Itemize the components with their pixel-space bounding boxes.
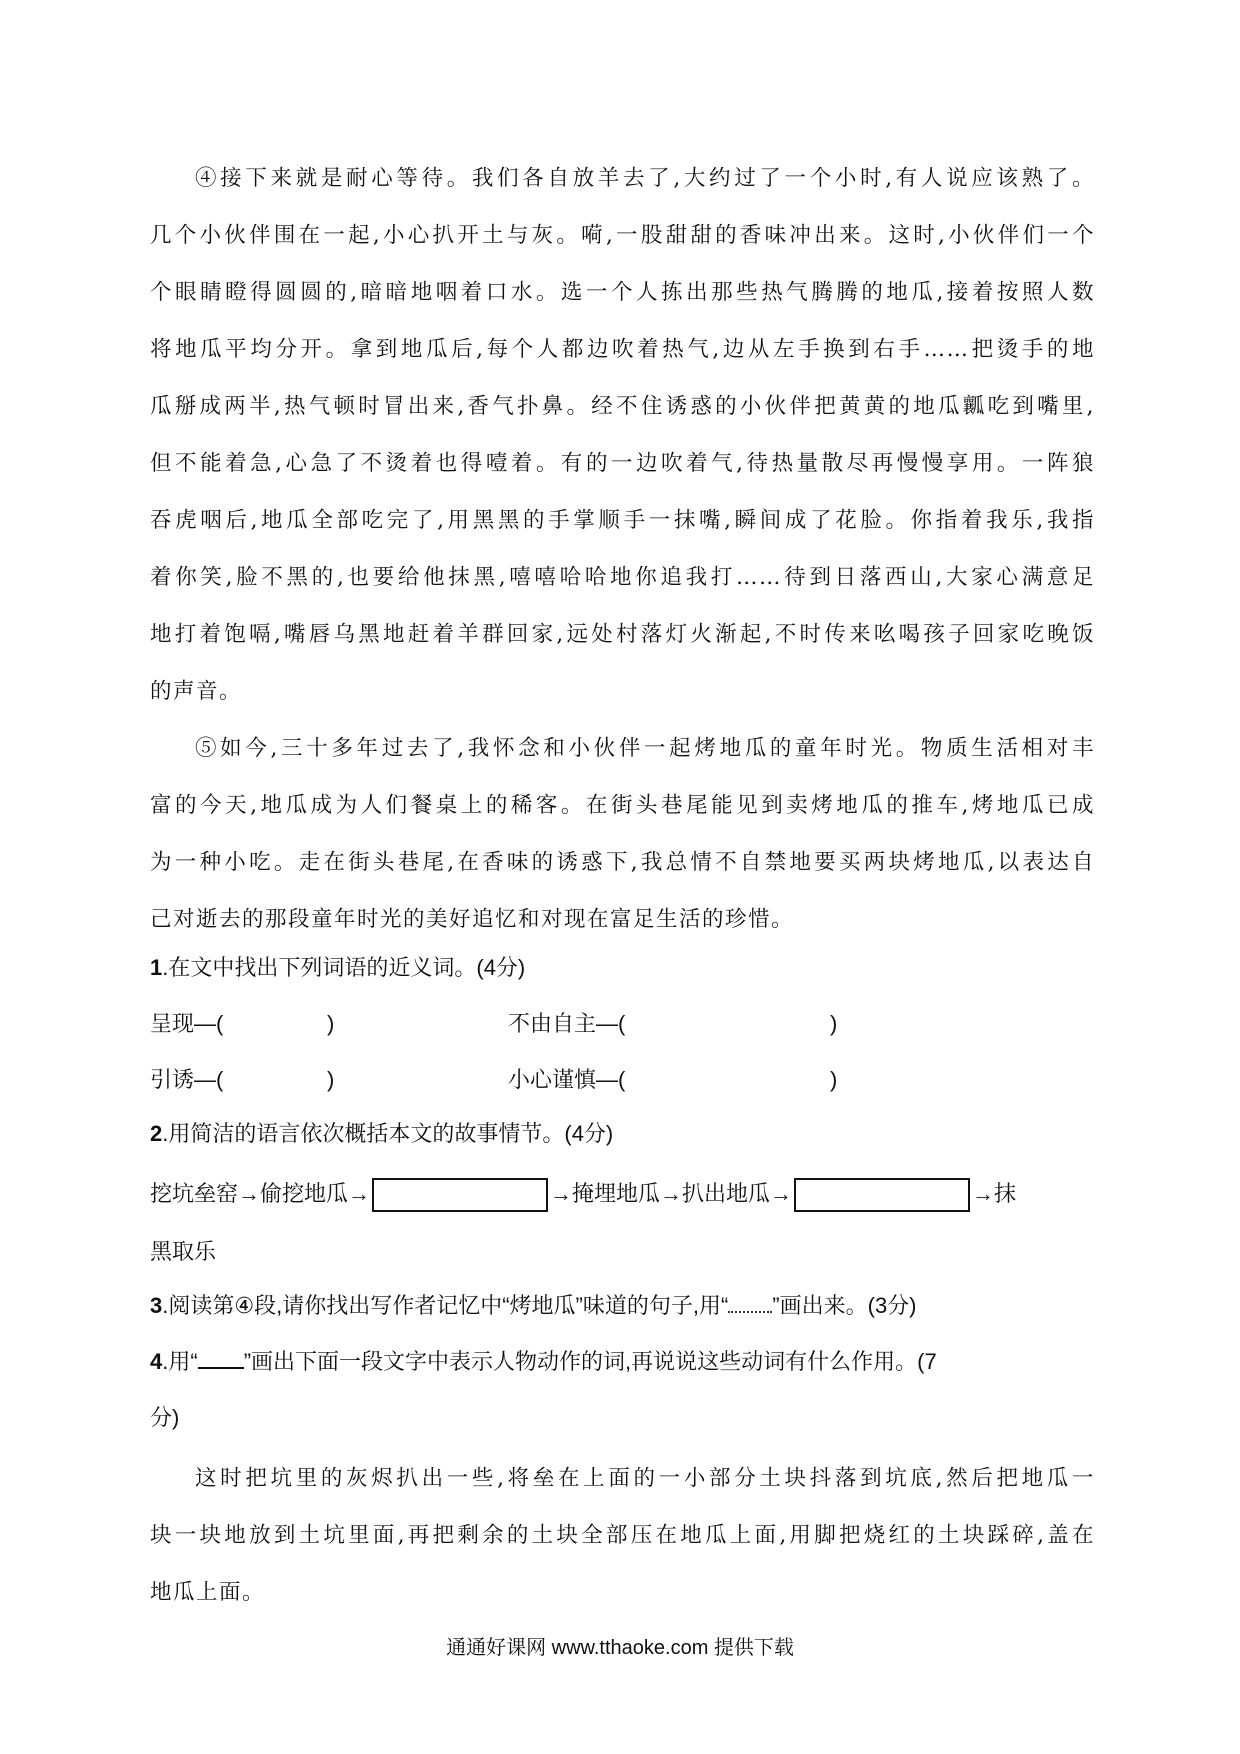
paragraph-line: 地打着饱嗝,嘴唇乌黑地赶着羊群回家,远处村落灯火渐起,不时传来吆喝孩子回家吃晚饭 <box>150 622 1095 647</box>
paragraph-line: 己对逝去的那段童年时光的美好追忆和对现在富足生活的珍惜。 <box>150 907 795 932</box>
paragraph-5 <box>150 720 1095 948</box>
answer-blank[interactable]: ) <box>830 1067 838 1092</box>
synonym-item-1: 呈现—( <box>150 1011 224 1036</box>
question-2 <box>150 1114 1095 1154</box>
answer-blank[interactable]: ) <box>327 1011 335 1036</box>
straight-underline-icon <box>198 1347 244 1369</box>
question-number: 4 <box>150 1349 163 1374</box>
question-4: 4.用“ ”画出下面一段文字中表示人物动作的词,再说说这些动词有什么作用。(7 <box>150 1349 937 1374</box>
plot-flow: 挖坑垒窑→偷挖地瓜→ →掩埋地瓜→扒出地瓜→ →抹 <box>150 1174 1095 1214</box>
synonym-item-4: 小心谨慎—( <box>508 1067 626 1092</box>
paragraph-line: ④接下来就是耐心等待。我们各自放羊去了,大约过了一个小时,有人说应该熟了。 <box>195 166 1095 191</box>
answer-box-2[interactable] <box>794 1178 970 1212</box>
question-text: .用简洁的语言依次概括本文的故事情节。(4分) <box>162 1121 614 1146</box>
paragraph-line: 吞虎咽后,地瓜全部吃完了,用黑黑的手掌顺手一抹嘴,瞬间成了花脸。你指着我乐,我指 <box>150 508 1095 533</box>
paragraph-line: 块一块地放到土坑里面,再把剩余的土块全部压在地瓜上面,用脚把烧红的土块踩碎,盖在 <box>150 1523 1095 1548</box>
plot-flow-continued: 黑取乐 <box>150 1239 217 1264</box>
paragraph-line: 几个小伙伴围在一起,小心扒开土与灰。嗬,一股甜甜的香味冲出来。这时,小伙伴们一个 <box>150 223 1095 248</box>
question-number: 3 <box>150 1293 163 1318</box>
paragraph-line: 的声音。 <box>150 679 243 704</box>
question-3: 3.阅读第④段,请你找出写作者记忆中“烤地瓜”味道的句子,用“ ”画出来。(3分) <box>150 1293 917 1318</box>
page-footer: 通通好课网 www.tthaoke.com 提供下载 <box>446 1637 794 1659</box>
question-number: 1 <box>150 955 163 980</box>
paragraph-line: 为一种小吃。走在街头巷尾,在香味的诱惑下,我总情不自禁地要买两块烤地瓜,以表达自 <box>150 850 1095 875</box>
paragraph-line: 地瓜上面。 <box>150 1580 266 1605</box>
question-text: .在文中找出下列词语的近义词。(4分) <box>162 955 526 980</box>
paragraph-line: 着你笑,脸不黑的,也要给他抹黑,嘻嘻哈哈地你追我打……待到日落西山,大家心满意足 <box>150 565 1095 590</box>
excerpt-paragraph[interactable] <box>150 1450 1095 1621</box>
synonym-item-3: 引诱—( <box>150 1067 224 1092</box>
question-4-continued: 分) <box>150 1405 180 1430</box>
paragraph-4 <box>150 150 1095 720</box>
paragraph-line: 瓜掰成两半,热气顿时冒出来,香气扑鼻。经不住诱惑的小伙伴把黄黄的地瓜瓤吃到嘴里, <box>150 394 1095 419</box>
paragraph-line: 个眼睛瞪得圆圆的,暗暗地咽着口水。选一个人拣出那些热气腾腾的地瓜,接着按照人数 <box>150 280 1095 305</box>
synonym-item-2: 不由自主—( <box>508 1011 626 1036</box>
paragraph-line: 但不能着急,心急了不烫着也得噎着。有的一边吹着气,待热量散尽再慢慢享用。一阵狼 <box>150 451 1095 476</box>
answer-blank[interactable]: ) <box>830 1011 838 1036</box>
answer-box-1[interactable] <box>372 1178 548 1212</box>
answer-blank[interactable]: ) <box>327 1067 335 1092</box>
question-number: 2 <box>150 1121 163 1146</box>
wavy-underline-icon <box>728 1301 772 1313</box>
paragraph-line: 这时把坑里的灰烬扒出一些,将垒在上面的一小部分土块抖落到坑底,然后把地瓜一 <box>195 1466 1095 1491</box>
paragraph-line: ⑤如今,三十多年过去了,我怀念和小伙伴一起烤地瓜的童年时光。物质生活相对丰 <box>195 736 1095 761</box>
paragraph-line: 富的今天,地瓜成为人们餐桌上的稀客。在街头巷尾能见到卖烤地瓜的推车,烤地瓜已成 <box>150 793 1095 818</box>
paragraph-line: 将地瓜平均分开。拿到地瓜后,每个人都边吹着热气,边从左手换到右手……把烫手的地 <box>150 337 1095 362</box>
question-1 <box>150 948 1095 988</box>
